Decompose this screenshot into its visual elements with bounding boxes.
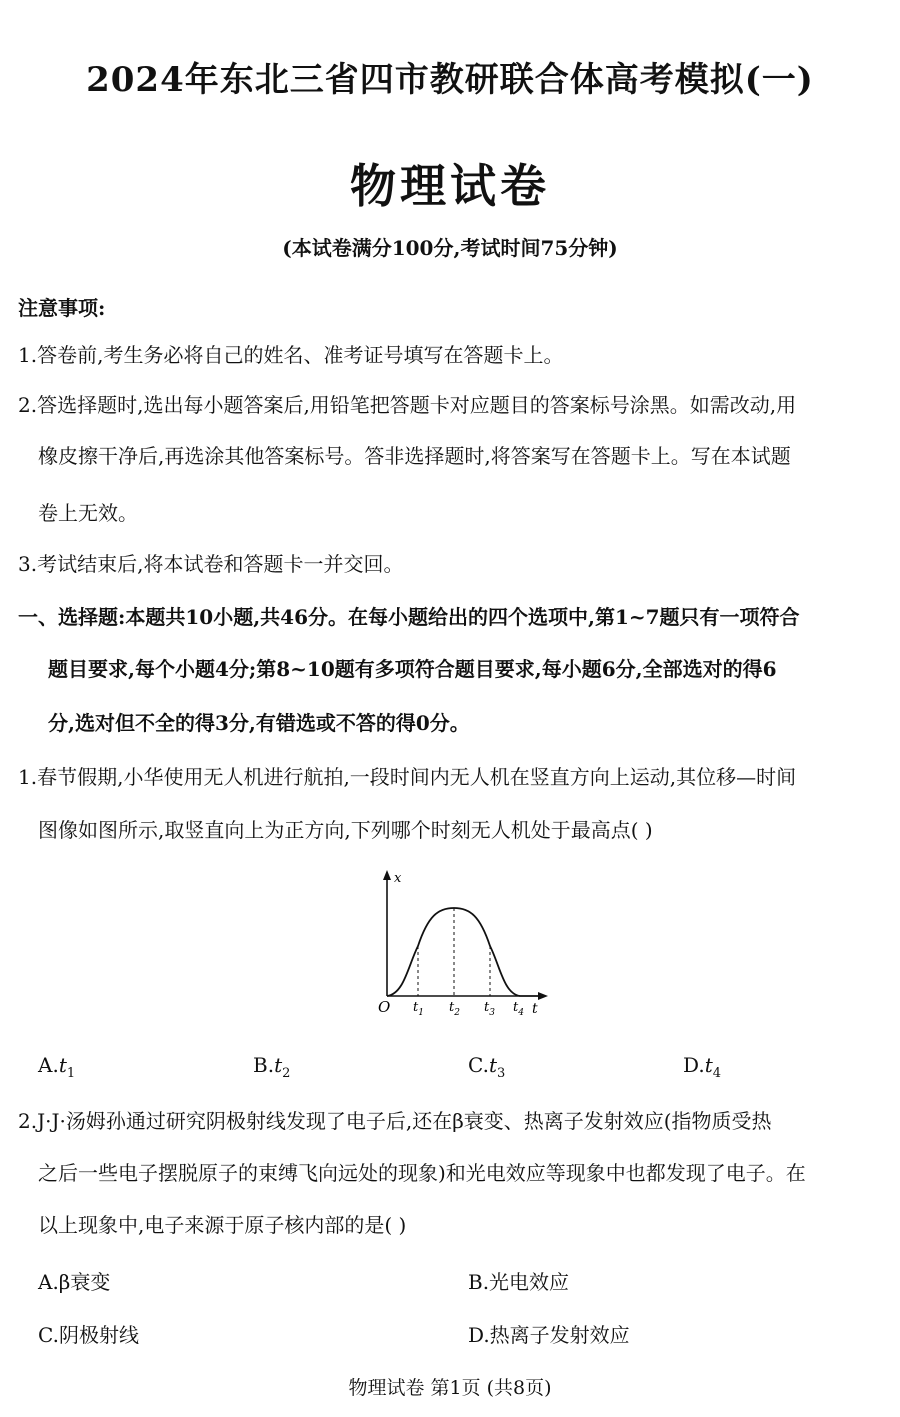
q1-option-c-letter: C. (468, 1053, 489, 1077)
notice-item-2-line-1: 2.答选择题时,选出每小题答案后,用铅笔把答题卡对应题目的答案标号涂黑。如需改动,用 (18, 393, 797, 417)
q2-line-1: 2.J·J·汤姆孙通过研究阴极射线发现了电子后,还在β衰变、热离子发射效应(指物质受热 (18, 1109, 772, 1133)
q1-option-b[interactable] (253, 1053, 290, 1081)
tick-t4: $t_4$ (513, 1000, 524, 1018)
notice-item-1: 1.答卷前,考生务必将自己的姓名、准考证号填写在答题卡上。 (18, 343, 564, 367)
tick-t2: $t_2$ (449, 1000, 460, 1018)
q1-option-b-letter: B. (253, 1053, 275, 1077)
subject-title: 物理试卷 (350, 159, 550, 213)
notice-item-2-line-3: 卷上无效。 (38, 501, 138, 525)
q1-line-2: 图像如图所示,取竖直向上为正方向,下列哪个时刻无人机处于最高点( ) (38, 818, 653, 842)
q1-line-1: 1.春节假期,小华使用无人机进行航拍,一段时间内无人机在竖直方向上运动,其位移—时间 (18, 765, 797, 789)
page-footer: 物理试卷 第1页 (共8页) (348, 1377, 552, 1399)
y-axis-label: x (394, 871, 402, 886)
q2-option-b[interactable]: B.光电效应 (468, 1270, 570, 1294)
q1-option-d-var: t (704, 1053, 713, 1077)
q1-option-a-var: t (58, 1053, 67, 1077)
q2-option-a[interactable]: A.β衰变 (38, 1270, 111, 1294)
q1-option-d-letter: D. (683, 1053, 705, 1077)
q2-line-3: 以上现象中,电子来源于原子核内部的是( ) (38, 1213, 407, 1237)
q1-option-a[interactable] (38, 1053, 75, 1081)
exam-info: (本试卷满分100分,考试时间75分钟) (282, 236, 618, 260)
q1-option-c-var: t (488, 1053, 497, 1077)
q1-option-a-letter: A. (38, 1053, 59, 1077)
q1-position-time-graph (370, 866, 560, 1026)
q1-option-d[interactable] (683, 1053, 721, 1081)
y-axis-arrow (383, 870, 391, 880)
q1-option-a-sub: 1 (66, 1066, 76, 1081)
q1-option-c-sub: 3 (497, 1066, 506, 1081)
section1-line-3: 分,选对但不全的得3分,有错选或不答的得0分。 (48, 711, 470, 735)
notice-item-3: 3.考试结束后,将本试卷和答题卡一并交回。 (18, 552, 404, 576)
q1-option-d-sub: 4 (712, 1066, 722, 1081)
q1-option-b-var: t (274, 1053, 283, 1077)
tick-t1: $t_1$ (413, 1000, 424, 1018)
q1-option-c[interactable] (468, 1053, 505, 1081)
notice-item-2-line-2: 橡皮擦干净后,再选涂其他答案标号。答非选择题时,将答案写在答题卡上。写在本试题 (38, 444, 791, 468)
section1-line-2: 题目要求,每个小题4分;第8~10题有多项符合题目要求,每小题6分,全部选对的得6 (48, 657, 777, 681)
exam-title: 2024年东北三省四市教研联合体高考模拟(一) (86, 60, 814, 100)
section1-line-1: 一、选择题:本题共10小题,共46分。在每小题给出的四个选项中,第1~7题只有一项符合 (18, 605, 800, 629)
tick-t3: $t_3$ (484, 1000, 495, 1018)
q2-option-d[interactable]: D.热离子发射效应 (468, 1323, 630, 1347)
q2-line-2: 之后一些电子摆脱原子的束缚飞向远处的现象)和光电效应等现象中也都发现了电子。在 (38, 1161, 806, 1185)
x-axis-label: t (532, 1001, 538, 1017)
q2-option-c[interactable]: C.阴极射线 (38, 1323, 139, 1347)
origin-label: O (378, 998, 391, 1016)
notice-heading: 注意事项: (18, 296, 106, 320)
q1-option-b-sub: 2 (282, 1066, 291, 1081)
